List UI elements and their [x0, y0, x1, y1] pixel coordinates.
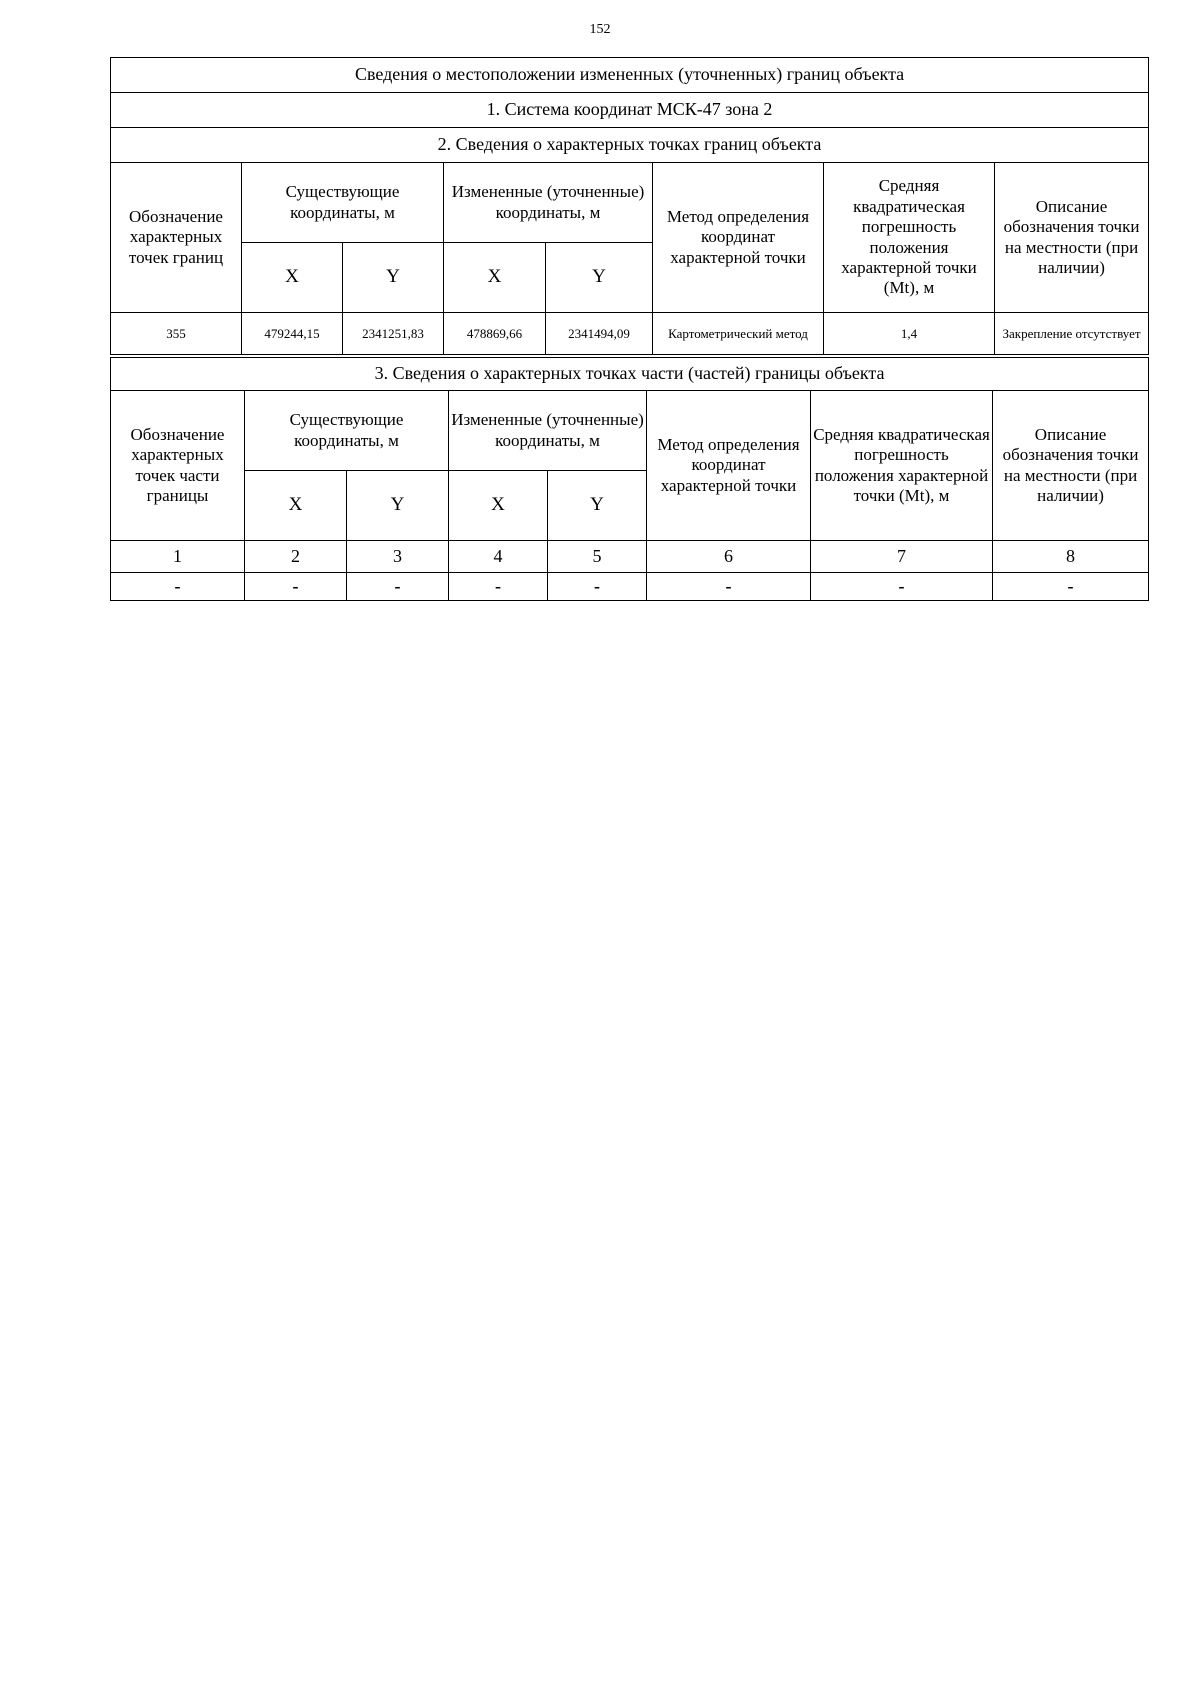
- page-number: 152: [589, 22, 611, 37]
- cell-description: Закрепление отсутствует: [995, 313, 1149, 355]
- column-number: 7: [811, 541, 993, 573]
- empty-cell: -: [245, 573, 347, 601]
- column-number: 4: [449, 541, 548, 573]
- empty-cell: -: [449, 573, 548, 601]
- header-x-changed: X: [444, 243, 546, 313]
- header-accuracy: Средняя квадратическая погрешность положения характерной точки (Mt), м: [811, 391, 993, 541]
- column-number: 1: [111, 541, 245, 573]
- header-y-existing: Y: [347, 471, 449, 541]
- table-title: Сведения о местоположении измененных (уточненных) границ объекта: [111, 58, 1149, 93]
- boundary-points-table: [110, 57, 1149, 355]
- header-y-changed: Y: [546, 243, 653, 313]
- header-description: Описание обозначения точки на местности (при наличии): [995, 163, 1149, 313]
- cell-x-changed: 478869,66: [444, 313, 546, 355]
- column-number: 5: [548, 541, 647, 573]
- cell-x-existing: 479244,15: [242, 313, 343, 355]
- header-description: Описание обозначения точки на местности (при наличии): [993, 391, 1149, 541]
- header-designation: Обозначение характерных точек части границы: [111, 391, 245, 541]
- section-2-title: 2. Сведения о характерных точках границ объекта: [111, 128, 1149, 163]
- coordinate-system: 1. Система координат МСК-47 зона 2: [111, 93, 1149, 128]
- cell-method: Картометрический метод: [653, 313, 824, 355]
- cell-accuracy: 1,4: [824, 313, 995, 355]
- column-number: 2: [245, 541, 347, 573]
- header-changed-coordinates: Измененные (уточненные) координаты, м: [444, 163, 653, 243]
- header-x-changed: X: [449, 471, 548, 541]
- column-number: 8: [993, 541, 1149, 573]
- table-row: [111, 573, 1149, 601]
- cell-point: 355: [111, 313, 242, 355]
- column-number: 6: [647, 541, 811, 573]
- section-3-title: 3. Сведения о характерных точках части (частей) границы объекта: [111, 358, 1149, 391]
- empty-cell: -: [548, 573, 647, 601]
- empty-cell: -: [811, 573, 993, 601]
- header-method: Метод определения координат характерной точки: [653, 163, 824, 313]
- empty-cell: -: [647, 573, 811, 601]
- column-numbers-row: [111, 541, 1149, 573]
- header-x-existing: X: [242, 243, 343, 313]
- column-number: 3: [347, 541, 449, 573]
- cell-y-existing: 2341251,83: [343, 313, 444, 355]
- header-accuracy: Средняя квадратическая погрешность положения характерной точки (Mt), м: [824, 163, 995, 313]
- header-method: Метод определения координат характерной точки: [647, 391, 811, 541]
- header-y-changed: Y: [548, 471, 647, 541]
- boundary-part-points-table: [110, 357, 1149, 601]
- header-changed-coordinates: Измененные (уточненные) координаты, м: [449, 391, 647, 471]
- empty-cell: -: [993, 573, 1149, 601]
- header-y-existing: Y: [343, 243, 444, 313]
- header-x-existing: X: [245, 471, 347, 541]
- header-designation: Обозначение характерных точек границ: [111, 163, 242, 313]
- cell-y-changed: 2341494,09: [546, 313, 653, 355]
- table-row: [111, 313, 1149, 355]
- header-existing-coordinates: Существующие координаты, м: [242, 163, 444, 243]
- header-existing-coordinates: Существующие координаты, м: [245, 391, 449, 471]
- empty-cell: -: [111, 573, 245, 601]
- empty-cell: -: [347, 573, 449, 601]
